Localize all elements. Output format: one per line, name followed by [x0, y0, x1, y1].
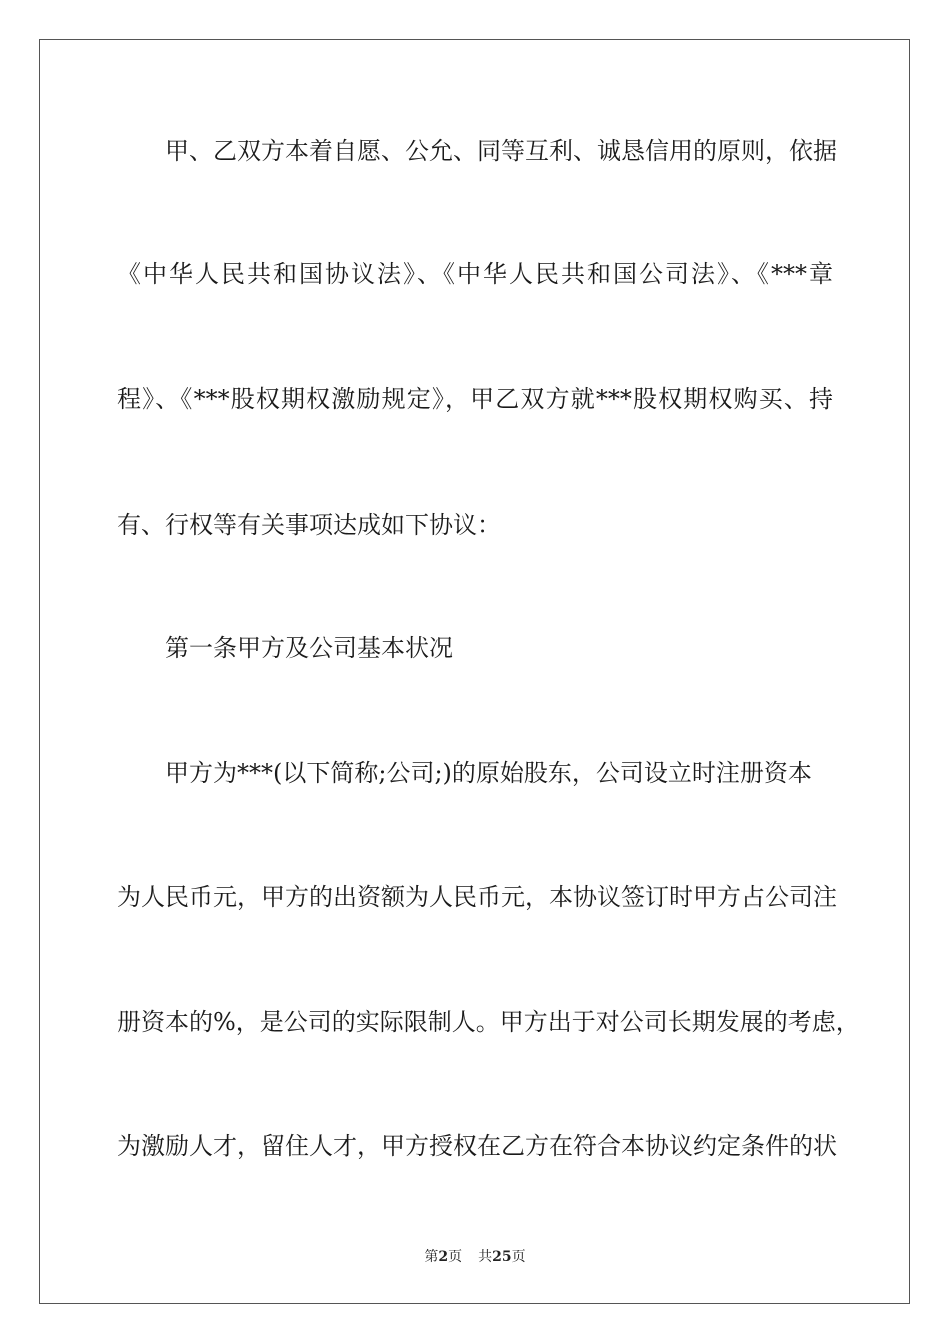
- paragraph-2-line-3: 册资本的%，是公司的实际限制人。甲方出于对公司长期发展的考虑，: [117, 1008, 860, 1036]
- paragraph-1-line-4: 有、行权等有关事项达成如下协议：: [117, 511, 501, 539]
- paragraph-2-line-1: 甲方为***(以下简称;公司;)的原始股东，公司设立时注册资本: [165, 759, 812, 787]
- paragraph-2-line-2: 为人民币元，甲方的出资额为人民币元，本协议签订时甲方占公司注: [117, 883, 837, 911]
- footer-total-suffix: 页: [511, 1249, 526, 1265]
- paragraph-2-line-4: 为激励人才，留住人才，甲方授权在乙方在符合本协议约定条件的状: [117, 1132, 837, 1160]
- page-border: [39, 39, 910, 1304]
- paragraph-1-line-1: 甲、乙双方本着自愿、公允、同等互利、诚恳信用的原则，依据: [165, 137, 837, 165]
- footer-page-prefix: 第: [424, 1249, 439, 1265]
- footer-total-prefix: 共: [478, 1249, 493, 1265]
- footer-page-suffix: 页: [448, 1249, 463, 1265]
- footer-page-number: 2: [438, 1249, 449, 1265]
- paragraph-1-line-3: 程》、《***股权期权激励规定》，甲乙双方就***股权期权购买、持: [117, 385, 833, 413]
- paragraph-1-line-2: 《中华人民共和国协议法》、《中华人民共和国公司法》、《***章: [117, 260, 833, 288]
- section-title: 第一条甲方及公司基本状况: [165, 634, 453, 662]
- page-footer: [0, 1248, 950, 1266]
- footer-total-number: 25: [492, 1249, 512, 1265]
